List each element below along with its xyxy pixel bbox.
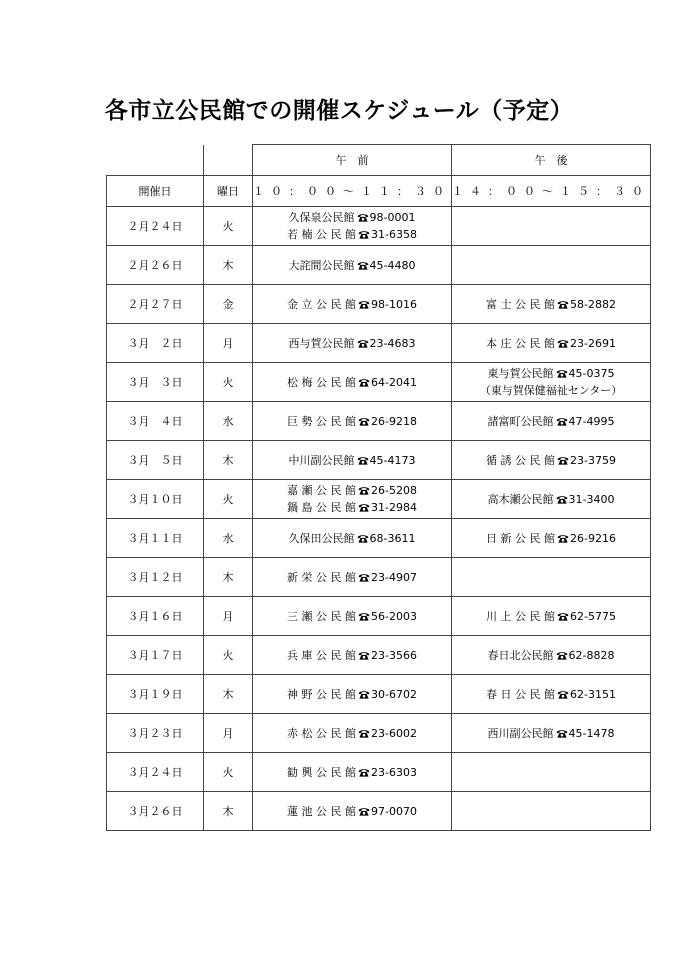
hall-entry [253,530,451,547]
phone-number: 68-3611 [369,531,416,545]
weekday-cell: 水 [204,402,253,441]
weekday-cell: 月 [204,597,253,636]
weekday-cell: 木 [204,675,253,714]
phone-number: 30-6702 [371,687,417,701]
hall-entry [253,725,451,742]
phone-number: 23-6002 [371,726,417,740]
telephone-icon [358,486,370,495]
hall-entry [452,413,650,430]
am-cell [253,441,452,480]
hall-name: 高木瀬公民館 [487,492,554,506]
pm-cell [452,285,651,324]
am-cell [253,558,452,597]
hall-name: 中川副公民館 [288,453,355,467]
hall-entry [253,608,451,625]
hall-name: 赤 松 公 民 館 [287,726,357,740]
date-cell: ３月１９日 [107,675,204,714]
date-cell: ２月２４日 [107,207,204,246]
hall-name: 久保泉公民館 [288,211,355,224]
date-cell: ３月 ４日 [107,402,204,441]
phone-number: 31-2984 [371,501,417,514]
phone-number: 26-9216 [570,531,616,545]
phone-number: 23-6303 [371,765,417,779]
header-blank-cell [107,145,204,176]
phone-number: 26-5208 [371,484,417,497]
weekday-cell: 火 [204,480,253,519]
am-cell [253,363,452,402]
hall-name: 巨 勢 公 民 館 [287,414,357,428]
hall-entry [452,608,650,625]
date-cell: ２月２６日 [107,246,204,285]
hall-name: 松 梅 公 民 館 [287,375,357,389]
telephone-icon [358,651,370,660]
hall-name: 三 瀬 公 民 館 [287,609,357,623]
header-day: 曜日 [204,176,253,207]
telephone-icon [557,300,569,309]
hall-entry [253,257,451,274]
phone-number: 23-3566 [371,648,417,662]
weekday-cell: 木 [204,792,253,831]
hall-entry [253,296,451,313]
page-title: 各市立公民館での開催スケジュール（予定） [104,98,574,124]
am-cell [253,207,452,246]
table-row [107,558,651,597]
weekday-cell: 火 [204,363,253,402]
hall-entry [253,226,451,243]
hall-entry [253,335,451,352]
hall-name: 春日北公民館 [487,648,554,662]
telephone-icon [358,690,370,699]
weekday-cell: 木 [204,441,253,480]
telephone-icon [556,729,568,738]
header-row-columns [107,176,651,207]
pm-cell [452,753,651,792]
am-cell [253,597,452,636]
hall-name: 新 栄 公 民 館 [287,570,357,584]
am-cell [253,402,452,441]
am-cell [253,675,452,714]
hall-entry [452,296,650,313]
hall-entry [452,647,650,664]
date-cell: ３月１７日 [107,636,204,675]
am-cell [253,285,452,324]
date-cell: ３月２６日 [107,792,204,831]
hall-entry [452,491,650,508]
pm-cell [452,402,651,441]
hall-entry [253,452,451,469]
header-am-time: １０：００～１１：３０ [253,176,452,207]
phone-number: 98-0001 [369,211,416,224]
weekday-cell: 木 [204,558,253,597]
pm-cell [452,714,651,753]
phone-number: 23-3759 [570,453,616,467]
table-row [107,207,651,246]
telephone-icon [556,651,568,660]
pm-cell [452,363,651,402]
date-cell: ３月 ２日 [107,324,204,363]
hall-entry [253,686,451,703]
hall-name: 本 庄 公 民 館 [486,336,556,350]
am-cell [253,246,452,285]
phone-number: 62-3151 [570,687,616,701]
pm-cell [452,441,651,480]
table-row [107,324,651,363]
hall-entry [253,647,451,664]
hall-entry [452,452,650,469]
hall-name: 循 誘 公 民 館 [486,453,556,467]
date-cell: ３月１１日 [107,519,204,558]
hall-entry [253,764,451,781]
am-cell [253,519,452,558]
hall-name: 春 日 公 民 館 [486,687,556,701]
pm-cell [452,519,651,558]
phone-number: 23-4907 [371,570,417,584]
telephone-icon [557,690,569,699]
table-row [107,675,651,714]
telephone-icon [358,300,370,309]
telephone-icon [358,230,370,239]
table-row [107,441,651,480]
table-row [107,363,651,402]
hall-entry [253,569,451,586]
pm-cell [452,207,651,246]
hall-name: 鍋 島 公 民 館 [287,501,357,514]
telephone-icon [556,417,568,426]
hall-name: 諸富町公民館 [487,414,554,428]
pm-cell [452,792,651,831]
telephone-icon [556,369,568,378]
phone-number: 45-4173 [369,453,416,467]
table-row [107,636,651,675]
weekday-cell: 火 [204,636,253,675]
pm-cell [452,636,651,675]
schedule-table [106,144,651,831]
phone-number: 98-1016 [371,297,417,311]
telephone-icon [557,534,569,543]
telephone-icon [357,261,369,270]
telephone-icon [557,339,569,348]
table-row [107,480,651,519]
venue-note: （東与賀保健福祉センター） [479,384,623,397]
telephone-icon [557,612,569,621]
telephone-icon [357,213,369,222]
hall-entry [452,335,650,352]
phone-number: 45-0375 [568,367,615,380]
pm-cell [452,675,651,714]
telephone-icon [358,378,370,387]
date-cell: ３月２４日 [107,753,204,792]
phone-number: 97-0070 [371,804,417,818]
date-cell: ２月２７日 [107,285,204,324]
hall-name: 久保田公民館 [288,531,355,545]
phone-number: 62-8828 [568,648,615,662]
pm-cell [452,480,651,519]
telephone-icon [358,417,370,426]
phone-number: 62-5775 [570,609,616,623]
table-row [107,246,651,285]
hall-name: 富 士 公 民 館 [486,297,556,311]
phone-number: 45-4480 [369,258,416,272]
hall-name: 金 立 公 民 館 [287,297,357,311]
hall-entry [452,365,650,382]
phone-number: 45-1478 [568,726,615,740]
weekday-cell: 水 [204,519,253,558]
telephone-icon [358,573,370,582]
am-cell [253,636,452,675]
table-row [107,714,651,753]
phone-number: 56-2003 [371,609,417,623]
date-cell: ３月２３日 [107,714,204,753]
telephone-icon [358,503,370,512]
telephone-icon [357,456,369,465]
telephone-icon [556,495,568,504]
am-cell [253,753,452,792]
pm-cell [452,597,651,636]
header-row-period [107,145,651,176]
am-cell [253,792,452,831]
hall-name: 勧 興 公 民 館 [287,765,357,779]
table-row [107,402,651,441]
am-cell [253,480,452,519]
telephone-icon [557,456,569,465]
weekday-cell: 木 [204,246,253,285]
pm-cell [452,558,651,597]
phone-number: 26-9218 [371,414,417,428]
hall-name: 大詫間公民館 [288,258,355,272]
hall-name: 若 楠 公 民 館 [287,228,357,241]
phone-number: 31-6358 [371,228,417,241]
hall-entry [452,725,650,742]
date-cell: ３月１２日 [107,558,204,597]
pm-cell [452,246,651,285]
hall-entry [452,530,650,547]
hall-entry [253,413,451,430]
hall-name: 神 野 公 民 館 [287,687,357,701]
header-am: 午 前 [253,145,452,176]
hall-name: 嘉 瀬 公 民 館 [287,484,357,497]
hall-entry [452,686,650,703]
table-row [107,519,651,558]
hall-name: 西川副公民館 [487,726,554,740]
phone-number: 64-2041 [371,375,417,389]
am-cell [253,324,452,363]
phone-number: 31-3400 [568,492,615,506]
hall-entry [253,374,451,391]
telephone-icon [357,339,369,348]
hall-name: 兵 庫 公 民 館 [287,648,357,662]
hall-entry [253,209,451,226]
phone-number: 47-4995 [568,414,615,428]
header-pm: 午 後 [452,145,651,176]
header-date: 開催日 [107,176,204,207]
telephone-icon [358,807,370,816]
hall-name: 東与賀公民館 [487,367,554,380]
hall-name: 日 新 公 民 館 [486,531,556,545]
table-row [107,285,651,324]
phone-number: 23-4683 [369,336,416,350]
weekday-cell: 金 [204,285,253,324]
weekday-cell: 火 [204,753,253,792]
hall-name: 川 上 公 民 館 [486,609,556,623]
telephone-icon [358,729,370,738]
table-row [107,597,651,636]
header-blank-cell [204,145,253,176]
table-row [107,753,651,792]
date-cell: ３月１６日 [107,597,204,636]
telephone-icon [358,612,370,621]
header-pm-time: １４：００～１５：３０ [452,176,651,207]
hall-entry [253,482,451,499]
telephone-icon [358,768,370,777]
date-cell: ３月 ５日 [107,441,204,480]
phone-number: 58-2882 [570,297,616,311]
pm-cell [452,324,651,363]
hall-name: 蓮 池 公 民 館 [287,804,357,818]
hall-entry [253,499,451,516]
phone-number: 23-2691 [570,336,616,350]
telephone-icon [357,534,369,543]
date-cell: ３月 ３日 [107,363,204,402]
date-cell: ３月１０日 [107,480,204,519]
weekday-cell: 火 [204,207,253,246]
weekday-cell: 月 [204,324,253,363]
hall-name: 西与賀公民館 [288,336,355,350]
am-cell [253,714,452,753]
table-row [107,792,651,831]
hall-entry [253,803,451,820]
weekday-cell: 月 [204,714,253,753]
